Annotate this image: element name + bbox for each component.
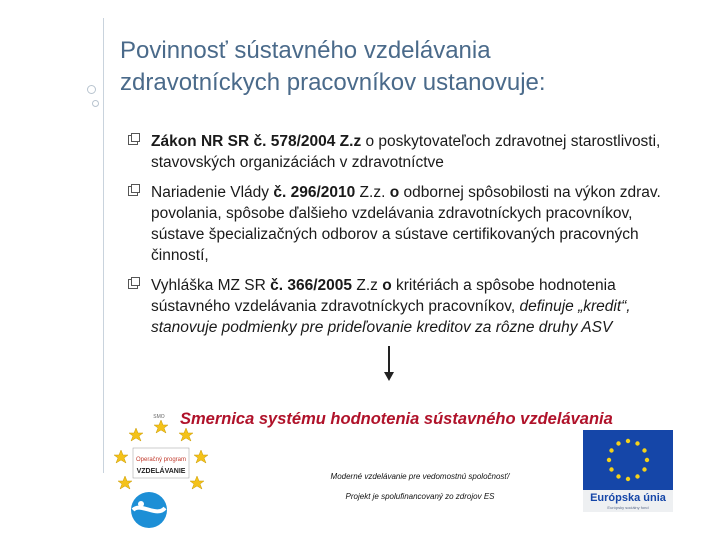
bullet-item-vyhlaska [128, 275, 688, 338]
strategy-heading: Smernica systému hodnotenia sústavného vzdelávania [180, 410, 613, 428]
bullet-3-italic: definuje „kredit“, stanovuje podmienky pre prideľovanie kreditov za rôzne druhy ASV [151, 298, 631, 336]
operacny-program-logo-icon [111, 412, 211, 530]
logo-text-top: SMO [153, 414, 165, 420]
slide-title [120, 35, 700, 99]
checkbox-bullet-icon [128, 135, 138, 145]
logo-text-1: Operačný program [135, 457, 187, 463]
checkbox-bullet-icon [128, 186, 138, 196]
checkbox-bullet-icon [128, 279, 138, 289]
eu-stars-icon [583, 430, 673, 490]
bullet-1-bold: Zákon NR SR č. 578/2004 Z.z [151, 133, 362, 150]
bullet-2-bold: č. 296/2010 [273, 184, 356, 201]
bullet-3-text: kritériách a spôsobe hodnotenia sústavného vzdelávania zdravotníckych pracovníkov, [151, 277, 616, 315]
down-arrow-head-icon [384, 372, 394, 381]
bullet-2-text: odbornej spôsobilosti na výkon zdrav. povolania, spôsobe ďalšieho vzdelávania zdravotníckych pracovníkov, sústave špecializačných odborov a sústave certifikovaných pracovných činností, [151, 184, 661, 264]
decorative-circle [87, 85, 96, 94]
bullet-1-text: o poskytovateľoch zdravotnej starostlivosti, stavovských organizáciách v zdravotníctve [151, 133, 661, 171]
bullet-2-pre: Nariadenie Vlády [151, 184, 274, 201]
eu-flag-icon [583, 430, 673, 490]
bullet-2-bold-o: o [389, 184, 400, 201]
bullet-3-bold: č. 366/2005 [270, 277, 353, 294]
bullet-2-mid: Z.z. [355, 184, 390, 201]
bullet-item-zakon [128, 131, 688, 173]
down-arrow-icon [388, 346, 390, 374]
bullet-list [128, 131, 688, 347]
bullet-item-nariadenie [128, 182, 688, 266]
logo-text-2: VZDELÁVANIE [136, 468, 186, 475]
title-line-1: Povinnosť sústavného vzdelávania [120, 37, 491, 64]
eu-subtitle: Európsky sociálny fond [607, 505, 649, 510]
decorative-circle-small [92, 100, 99, 107]
slide-divider-line [103, 18, 104, 473]
eu-label [583, 490, 673, 512]
eu-name: Európska únia [590, 492, 666, 504]
bullet-3-mid: Z.z [352, 277, 383, 294]
bullet-3-bold-o: o [382, 277, 392, 294]
footer-line-2: Projekt je spolufinancovaný zo zdrojov ES [345, 492, 495, 501]
bullet-3-pre: Vyhláška MZ SR [151, 277, 271, 294]
footer-line-1: Moderné vzdelávanie pre vedomostnú spoločnosť/ [330, 472, 510, 481]
title-line-2: zdravotníckych pracovníkov ustanovuje: [120, 69, 546, 96]
